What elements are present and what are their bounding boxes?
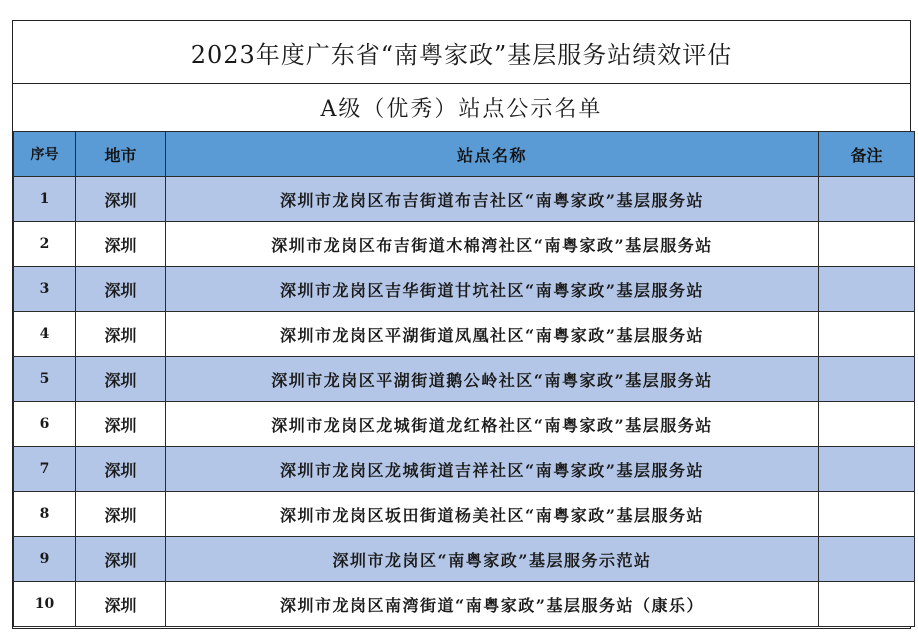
table-row bbox=[14, 402, 915, 447]
row-note bbox=[819, 402, 915, 447]
row-note bbox=[819, 177, 915, 222]
header-name: 站点名称 bbox=[166, 132, 819, 177]
row-note bbox=[819, 357, 915, 402]
station-table bbox=[13, 131, 915, 627]
row-no: 6 bbox=[14, 402, 76, 447]
row-no: 7 bbox=[14, 447, 76, 492]
row-note bbox=[819, 492, 915, 537]
header-city: 地市 bbox=[76, 132, 166, 177]
row-city: 深圳 bbox=[76, 357, 166, 402]
table-row bbox=[14, 492, 915, 537]
row-name: 深圳市龙岗区布吉街道布吉社区“南粤家政”基层服务站 bbox=[166, 177, 819, 222]
row-note bbox=[819, 267, 915, 312]
row-no: 4 bbox=[14, 312, 76, 357]
row-name: 深圳市龙岗区平湖街道鹅公岭社区“南粤家政”基层服务站 bbox=[166, 357, 819, 402]
row-city: 深圳 bbox=[76, 177, 166, 222]
row-name: 深圳市龙岗区平湖街道凤凰社区“南粤家政”基层服务站 bbox=[166, 312, 819, 357]
page-subtitle: A级（优秀）站点公示名单 bbox=[320, 96, 603, 122]
row-name: 深圳市龙岗区龙城街道龙红格社区“南粤家政”基层服务站 bbox=[166, 402, 819, 447]
row-city: 深圳 bbox=[76, 312, 166, 357]
table-row bbox=[14, 447, 915, 492]
row-city: 深圳 bbox=[76, 582, 166, 627]
table-row bbox=[14, 267, 915, 312]
table-row bbox=[14, 312, 915, 357]
row-city: 深圳 bbox=[76, 267, 166, 312]
table-header-row bbox=[14, 132, 915, 177]
table-row bbox=[14, 177, 915, 222]
row-city: 深圳 bbox=[76, 222, 166, 267]
row-no: 5 bbox=[14, 357, 76, 402]
row-no: 1 bbox=[14, 177, 76, 222]
table-row bbox=[14, 537, 915, 582]
row-name: 深圳市龙岗区坂田街道杨美社区“南粤家政”基层服务站 bbox=[166, 492, 819, 537]
row-city: 深圳 bbox=[76, 402, 166, 447]
row-name: 深圳市龙岗区吉华街道甘坑社区“南粤家政”基层服务站 bbox=[166, 267, 819, 312]
row-name: 深圳市龙岗区龙城街道吉祥社区“南粤家政”基层服务站 bbox=[166, 447, 819, 492]
row-note bbox=[819, 222, 915, 267]
table-row bbox=[14, 582, 915, 627]
table-row bbox=[14, 357, 915, 402]
row-no: 2 bbox=[14, 222, 76, 267]
header-no: 序号 bbox=[14, 132, 76, 177]
row-city: 深圳 bbox=[76, 492, 166, 537]
header-note: 备注 bbox=[819, 132, 915, 177]
row-note bbox=[819, 312, 915, 357]
row-city: 深圳 bbox=[76, 447, 166, 492]
row-no: 10 bbox=[14, 582, 76, 627]
row-no: 3 bbox=[14, 267, 76, 312]
row-name: 深圳市龙岗区南湾街道“南粤家政”基层服务站（康乐） bbox=[166, 582, 819, 627]
row-no: 8 bbox=[14, 492, 76, 537]
row-note bbox=[819, 582, 915, 627]
row-name: 深圳市龙岗区“南粤家政”基层服务示范站 bbox=[166, 537, 819, 582]
table-row bbox=[14, 222, 915, 267]
page-title: 2023年度广东省“南粤家政”基层服务站绩效评估 bbox=[13, 21, 910, 84]
row-city: 深圳 bbox=[76, 537, 166, 582]
spreadsheet-table bbox=[12, 20, 911, 629]
row-no: 9 bbox=[14, 537, 76, 582]
row-note bbox=[819, 537, 915, 582]
row-name: 深圳市龙岗区布吉街道木棉湾社区“南粤家政”基层服务站 bbox=[166, 222, 819, 267]
row-note bbox=[819, 447, 915, 492]
